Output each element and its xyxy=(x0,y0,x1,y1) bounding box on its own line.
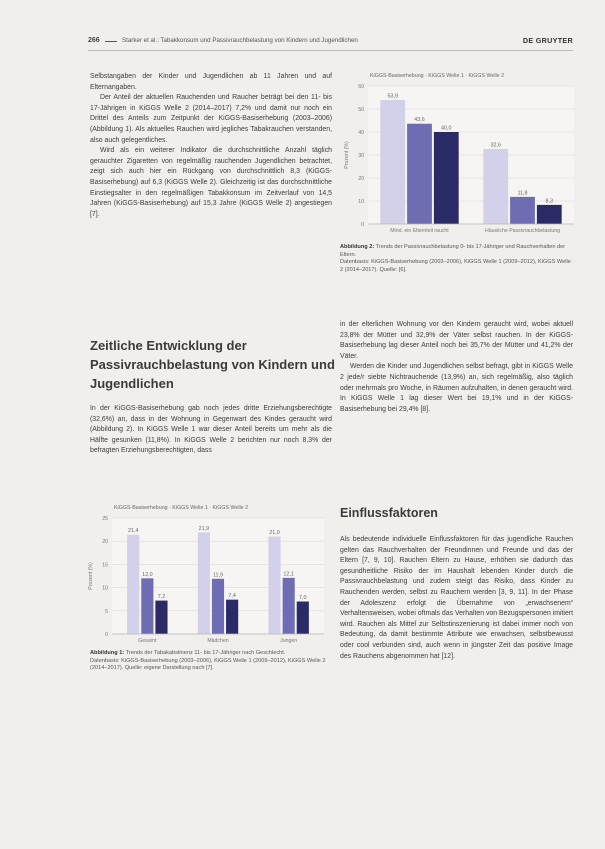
paragraph: In der KiGGS-Basiserhebung gab noch jedes dritte Erziehungsberechtigte (32,6%) an, dass in der Wohnung in Gegenwart des Kindes geraucht wird (Abbildung 2). In KiGGS Welle 1 war dieser Anteil bereits um mehr als die Hälfte gesunken (11,8%). In KiGGS Welle 2 berichten nur noch 8,3% der befragten Erziehungsberechtigten, dass xyxy=(90,405,332,455)
bar xyxy=(297,602,309,634)
chart-legend: KiGGS-Basiserhebung · KiGGS Welle 1 · KiGGS Welle 2 xyxy=(114,505,249,511)
bar xyxy=(212,579,224,634)
bar xyxy=(407,124,432,224)
y-axis-label: Prozent (%) xyxy=(88,562,94,590)
caption-label: Abbildung 2: xyxy=(340,244,375,250)
y-axis-label: Prozent (%) xyxy=(344,141,350,169)
bar xyxy=(155,601,167,634)
figure-2 xyxy=(340,68,580,240)
right-column-bottom xyxy=(340,535,573,662)
caption-source: Datenbasis: KiGGS-Basiserhebung (2003–2006), KiGGS Welle 1 (2009–2012), KiGGS Welle 2 (2014–2017). Quelle: [6]. xyxy=(340,259,571,273)
caption-source: Datenbasis: KiGGS-Basiserhebung (2003–2006), KiGGS Welle 1 (2009–2012), KiGGS Welle 2 (2014–2017). Quelle: eigene Darstellung nach [7]. xyxy=(90,657,326,672)
figure-1-chart xyxy=(86,500,332,648)
y-tick-label: 20 xyxy=(358,176,364,182)
y-tick-label: 40 xyxy=(358,130,364,136)
y-tick-label: 15 xyxy=(102,562,108,569)
publisher-logo: DE GRUYTER xyxy=(522,36,573,45)
paragraph: Wird als ein weiterer Indikator die durchschnittliche Anzahl täglich gerauchter Zigaretten von regelmäßig rauchenden Jugendlichen betrachtet, zeigt sich auch hier ein Rückgang von durchschnittlich 8,3 (KiGGS-Basiserhebung) auf 6,3 (KiGGS Welle 2). Gleichzeitig ist das durchschnittliche Einstiegsalter in den regelmäßigen Tabakkonsum im Zeitverlauf von 14,5 Jahren (KiGGS-Basiserhebung) auf 15,3 Jahre (KiGGS Welle 2) angestiegen [7]. xyxy=(90,147,332,218)
data-label: 7,0 xyxy=(299,595,307,602)
data-label: 43,6 xyxy=(414,117,425,124)
y-tick-label: 25 xyxy=(102,516,108,522)
figure-2-chart xyxy=(340,68,580,240)
y-tick-label: 10 xyxy=(102,585,108,592)
bar xyxy=(198,532,210,634)
section-heading-passivrauch: Zeitliche Entwicklung der Passivrauchbelastung von Kindern und Jugendlichen xyxy=(90,338,335,391)
paragraph: Selbstangaben der Kinder und Jugendlichen ab 11 Jahren und auf Elternangaben. xyxy=(90,73,332,91)
bar xyxy=(380,100,405,224)
page-number: 266 xyxy=(88,37,100,44)
data-label: 32,6 xyxy=(490,142,501,149)
y-tick-label: 10 xyxy=(358,199,364,205)
bar xyxy=(434,132,459,224)
paragraph: Der Anteil der aktuellen Rauchenden und Raucher beträgt bei den 11- bis 17-Jährigen in KiGGS Welle 2 (2014–2017) 7,2% und damit nur noch ein Drittel des Anteils zum Zeitpunkt der KiGGS-Basiserhebung (2003–2006) (Abbildung 1). Als aktuelles Rauchen wird jegliches Tabakrauchen verstanden, also auch gelegentliches. xyxy=(90,94,332,144)
bar xyxy=(268,537,280,634)
caption-text: Trends der Tabakabstinenz 11- bis 17-Jähriger nach Geschlecht. xyxy=(125,650,286,656)
paragraph: in der elterlichen Wohnung vor den Kindern geraucht wird, wobei aktuell 23,8% der Mütter und 32,9% der Väter selbst rauchen. In der KiGGS-Basiserhebung lag dieser Anteil noch bei 35,7% der Mütter und 41,2% der Väter. xyxy=(340,321,573,360)
data-label: 7,4 xyxy=(228,593,236,600)
x-tick-label: Häusliche Passivrauchbelastung xyxy=(485,228,560,234)
y-tick-label: 20 xyxy=(102,539,108,546)
bar xyxy=(141,578,153,634)
data-label: 53,9 xyxy=(387,93,398,100)
data-label: 8,3 xyxy=(545,198,554,205)
header-rule xyxy=(88,50,573,51)
header-dash xyxy=(105,41,117,42)
data-label: 21,0 xyxy=(269,530,280,537)
bar xyxy=(510,197,535,224)
y-tick-label: 50 xyxy=(358,107,364,113)
right-column-top xyxy=(340,320,573,415)
left-column-bottom xyxy=(90,404,332,457)
data-label: 21,9 xyxy=(198,525,210,532)
y-tick-label: 5 xyxy=(105,608,108,615)
bar xyxy=(226,600,238,634)
bar xyxy=(283,578,295,634)
running-head: Starker et al.: Tabakkonsum und Passivrauchbelastung von Kindern und Jugendlichen xyxy=(122,37,358,44)
bar xyxy=(483,149,508,224)
data-label: 11,9 xyxy=(212,572,224,579)
data-label: 11,8 xyxy=(517,190,528,197)
paragraph: Als bedeutende individuelle Einflussfaktoren für das jugendliche Rauchen gelten das Rauchverhalten der Freundinnen und Freunde und das der Eltern [7, 9, 10]. Rauchen Eltern zu Hause, erhöhen sie dadurch das gesundheitliche Risiko der im Haushalt lebenden Kinder durch die Passivrauchbelastung und zudem steigt das Risiko, dass Kinder zu Rauchenden werden, selbst zu Rauchern werden [3, 9, 11]. In der Phase der Adoleszenz erfolgt die Übernahme von „erwachsenem“ Verhaltensweisen, wobei oftmals das Verhalten von Bezugspersonen imitiert wird. Rauchen als Mittel zur Selbstinszenierung ist dabei immer noch von Bedeutung, da damit bestimmte Attribute wie erwachsen, selbstbewusst oder cool verbunden sind, auch wenn in jüngster Zeit das positive Image des Rauchens abgenommen hat [12]. xyxy=(340,536,573,660)
data-label: 12,1 xyxy=(283,571,294,578)
figure-1 xyxy=(86,500,332,648)
left-column-top xyxy=(90,72,332,220)
bar xyxy=(127,535,139,634)
data-label: 40,0 xyxy=(441,125,452,132)
bar xyxy=(537,205,562,224)
x-tick-label: Jungen xyxy=(280,638,298,644)
caption-text: Trends der Passivrauchbelastung 0- bis 17-Jähriger und Rauchverhalten der Eltern. xyxy=(340,244,566,258)
section-heading-einfluss: Einflussfaktoren xyxy=(340,506,438,520)
page-header xyxy=(88,36,573,48)
figure-1-caption xyxy=(90,650,330,673)
y-tick-label: 60 xyxy=(358,84,364,90)
x-tick-label: Mädchen xyxy=(207,638,229,644)
caption-label: Abbildung 1: xyxy=(90,650,125,656)
y-tick-label: 0 xyxy=(105,632,108,638)
y-tick-label: 0 xyxy=(361,222,364,228)
paragraph: Werden die Kinder und Jugendlichen selbst befragt, gibt in KiGGS Welle 2 jede/r siebte Nichtrauchende (13,9%) an, sich regelmäßig, also täglich oder mehrmals pro Woche, in Räumen aufzuhalten, in denen geraucht wird. In KiGGS Welle 1 lag dieser Wert bei 19,1% und in der KiGGS-Basiserhebung bei 29,4% [8]. xyxy=(340,363,573,413)
data-label: 7,2 xyxy=(157,594,166,601)
y-tick-label: 30 xyxy=(358,153,364,159)
data-label: 21,4 xyxy=(127,528,139,535)
x-tick-label: Mind. ein Elternteil raucht xyxy=(390,228,449,234)
x-tick-label: Gesamt xyxy=(138,638,157,644)
figure-2-caption xyxy=(340,244,575,274)
data-label: 12,0 xyxy=(142,571,153,578)
chart-legend: KiGGS-Basiserhebung · KiGGS Welle 1 · KiGGS Welle 2 xyxy=(370,73,505,79)
